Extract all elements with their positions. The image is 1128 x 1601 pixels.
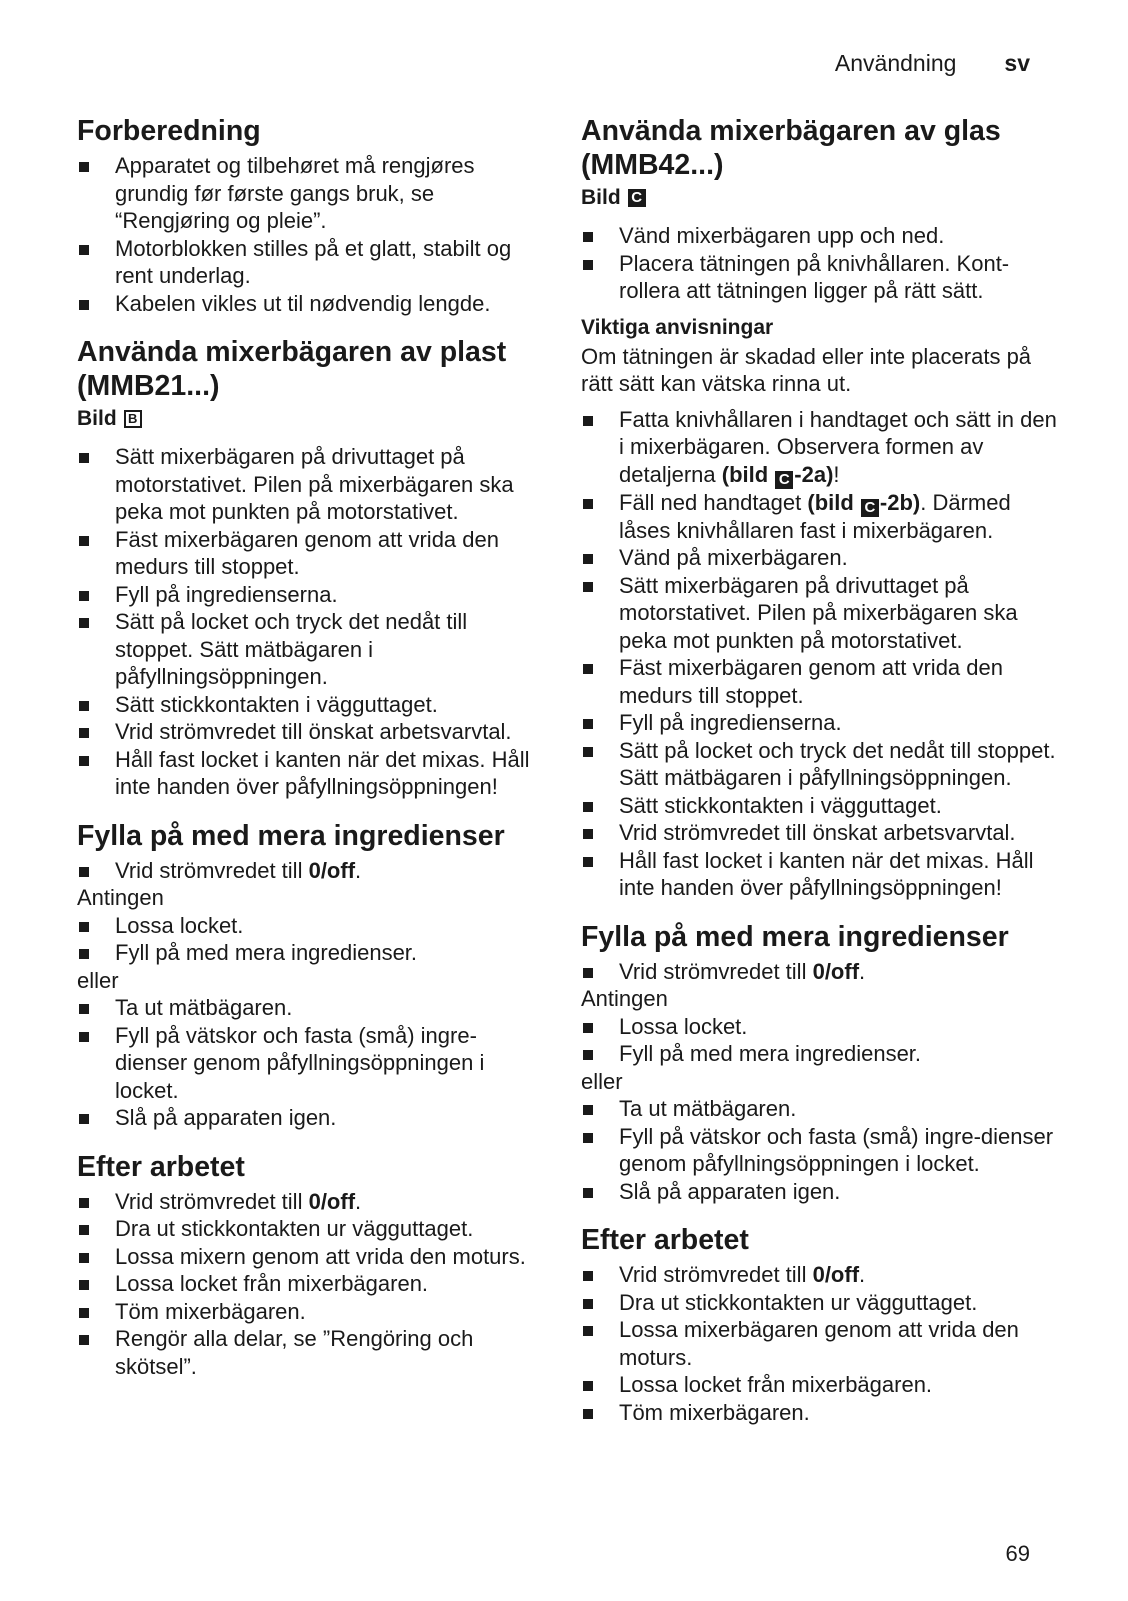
list-item: Slå på apparaten igen. bbox=[77, 1104, 547, 1132]
list-item: Sätt stickkontakten i vägguttaget. bbox=[581, 792, 1061, 820]
item-bold-text: (bild bbox=[721, 461, 775, 487]
list-item bbox=[581, 1261, 1061, 1289]
item-text: . bbox=[859, 1262, 866, 1287]
section-efter bbox=[581, 1223, 1061, 1426]
figure-letter-box: B bbox=[124, 410, 142, 428]
figure-label: Bild bbox=[77, 407, 117, 430]
section-efter bbox=[77, 1150, 547, 1381]
header-section: Användning bbox=[834, 50, 957, 76]
list-item: Vänd mixerbägaren upp och ned. bbox=[581, 222, 1061, 250]
item-bold-text: -2b) bbox=[879, 489, 921, 515]
item-bold bbox=[722, 462, 834, 487]
list-item: Fyll på ingredienserna. bbox=[77, 581, 547, 609]
list-item: Motorblokken stilles på et glatt, stabilt og rent underlag. bbox=[77, 235, 547, 290]
list-item: Sätt mixerbägaren på drivuttaget på motorstativet. Pilen på mixerbägaren ska peka mot punkten på motorstativet. bbox=[77, 443, 547, 526]
list-item: Håll fast locket i kanten när det mixas. Håll inte handen över påfyllningsöppningen! bbox=[77, 746, 547, 801]
list-item: Sätt på locket och tryck det nedåt till stoppet. Sätt mätbägaren i påfyllningsöppningen. bbox=[581, 737, 1061, 792]
item-bold bbox=[807, 490, 920, 515]
bullet-list bbox=[581, 222, 1061, 305]
item-text: Vrid strömvredet till bbox=[115, 857, 309, 883]
item-text: . bbox=[355, 1188, 362, 1214]
item-text: . bbox=[859, 958, 866, 984]
list-item bbox=[581, 958, 1061, 986]
list-item: Sätt mixerbägaren på drivuttaget på motorstativet. Pilen på mixerbägaren ska peka mot punkten på motorstativet. bbox=[581, 572, 1061, 655]
list-item: Ta ut mätbägaren. bbox=[581, 1095, 1061, 1123]
list-item: Vänd på mixerbägaren. bbox=[581, 544, 1061, 572]
list-item: Lossa mixern genom att vrida den moturs. bbox=[77, 1243, 547, 1271]
list-item: Fyll på med mera ingredienser. bbox=[581, 1040, 1061, 1068]
list-item: Fyll på vätskor och fasta (små) ingre-dienser genom påfyllningsöppningen i locket. bbox=[581, 1123, 1061, 1178]
section-forberedning bbox=[77, 114, 547, 317]
figure-reference bbox=[77, 407, 547, 431]
list-item: Sätt på locket och tryck det nedåt till stoppet. Sätt mätbägaren i påfyllningsöppningen. bbox=[77, 608, 547, 691]
list-item: Dra ut stickkontakten ur vägguttaget. bbox=[77, 1215, 547, 1243]
list-item: Fäst mixerbägaren genom att vrida den medurs till stoppet. bbox=[581, 654, 1061, 709]
left-column bbox=[77, 114, 547, 1390]
bullet-list bbox=[77, 912, 547, 967]
item-bold: 0/off bbox=[308, 1188, 356, 1214]
list-item: Töm mixerbägaren. bbox=[77, 1298, 547, 1326]
list-item: Vrid strömvredet till önskat arbetsvarvtal. bbox=[77, 718, 547, 746]
list-item: Fyll på vätskor och fasta (små) ingre-dienser genom påfyllningsöppningen i locket. bbox=[77, 1022, 547, 1105]
section-title: Efter arbetet bbox=[581, 1224, 749, 1256]
bullet-list bbox=[77, 857, 547, 885]
antingen-label: Antingen bbox=[77, 885, 164, 910]
bullet-list bbox=[77, 443, 547, 801]
list-item: Sätt stickkontakten i vägguttaget. bbox=[77, 691, 547, 719]
item-text: Vrid strömvredet till bbox=[619, 1262, 813, 1287]
list-item: Vrid strömvredet till önskat arbetsvarvtal. bbox=[581, 819, 1061, 847]
list-item: Lossa mixerbägaren genom att vrida den moturs. bbox=[581, 1316, 1061, 1371]
figure-letter-box: C bbox=[861, 499, 879, 517]
header-language: sv bbox=[1004, 50, 1030, 76]
item-bold-text: (bild bbox=[807, 489, 860, 515]
section-title: Efter arbetet bbox=[77, 1150, 245, 1183]
list-item: Håll fast locket i kanten när det mixas. Håll inte handen över påfyllningsöppningen! bbox=[581, 847, 1061, 902]
list-item: Placera tätningen på knivhållaren. Kont-rollera att tätningen ligger på rätt sätt. bbox=[581, 250, 1061, 305]
list-item: Fäst mixerbägaren genom att vrida den medurs till stoppet. bbox=[77, 526, 547, 581]
section-title: Använda mixerbägaren av glas (MMB42...) bbox=[581, 115, 1001, 181]
section-title: Fylla på med mera ingredienser bbox=[581, 920, 1009, 953]
section-plast bbox=[77, 335, 547, 801]
figure-letter-box: C bbox=[628, 189, 646, 207]
list-item bbox=[77, 1188, 547, 1216]
item-bold: 0/off bbox=[308, 857, 356, 883]
list-item bbox=[581, 489, 1061, 545]
list-item: Slå på apparaten igen. bbox=[581, 1178, 1061, 1206]
section-title: Använda mixerbägaren av plast (MMB21...) bbox=[77, 336, 507, 402]
antingen-label: Antingen bbox=[581, 986, 668, 1011]
list-item: Apparatet og tilbehøret må rengjøres grundig før første gangs bruk, se “Rengjøring og pleie”. bbox=[77, 152, 547, 235]
figure-reference bbox=[581, 186, 1061, 210]
item-text: ! bbox=[833, 461, 840, 487]
list-item bbox=[77, 857, 547, 885]
list-item: Lossa locket. bbox=[77, 912, 547, 940]
list-item: Fyll på ingredienserna. bbox=[581, 709, 1061, 737]
list-item: Töm mixerbägaren. bbox=[581, 1399, 1061, 1427]
list-item: Dra ut stickkontakten ur vägguttaget. bbox=[581, 1289, 1061, 1317]
list-item: Ta ut mätbägaren. bbox=[77, 994, 547, 1022]
item-text: Vrid strömvredet till bbox=[619, 958, 813, 984]
item-bold: 0/off bbox=[812, 1262, 860, 1287]
bullet-list bbox=[581, 1013, 1061, 1068]
note-title: Viktiga anvisningar bbox=[581, 315, 774, 339]
section-fylla bbox=[77, 819, 547, 1132]
list-item: Lossa locket. bbox=[581, 1013, 1061, 1041]
section-glas bbox=[581, 114, 1061, 902]
list-item: Lossa locket från mixerbägaren. bbox=[581, 1371, 1061, 1399]
item-text: . bbox=[355, 857, 362, 883]
item-text: Fäll ned handtaget bbox=[619, 489, 808, 515]
right-column bbox=[581, 114, 1061, 1436]
eller-label: eller bbox=[77, 967, 119, 993]
page-number: 69 bbox=[1005, 1541, 1030, 1566]
eller-label: eller bbox=[581, 1068, 623, 1094]
bullet-list bbox=[581, 1095, 1061, 1205]
list-item: Lossa locket från mixerbägaren. bbox=[77, 1270, 547, 1298]
bullet-list bbox=[77, 1188, 547, 1381]
list-item: Kabelen vikles ut til nødvendig lengde. bbox=[77, 290, 547, 318]
section-title: Forberedning bbox=[77, 115, 261, 147]
bullet-list bbox=[77, 152, 547, 317]
item-bold: 0/off bbox=[812, 958, 860, 984]
bullet-list bbox=[581, 1261, 1061, 1426]
section-fylla bbox=[581, 920, 1061, 1206]
list-item: Fyll på med mera ingredienser. bbox=[77, 939, 547, 967]
item-text: . Därmed låses knivhållaren fast i mixerbägaren. bbox=[619, 489, 1011, 543]
list-item bbox=[581, 406, 1061, 489]
page-header bbox=[835, 50, 1030, 77]
figure-label: Bild bbox=[581, 186, 621, 209]
item-text: Fatta knivhållaren i handtaget och sätt in den i mixerbägaren. Observera formen av detaljerna bbox=[619, 406, 1057, 487]
item-bold-text: -2a) bbox=[794, 461, 834, 487]
bullet-list bbox=[77, 994, 547, 1132]
bullet-list bbox=[581, 958, 1061, 986]
item-text: Vrid strömvredet till bbox=[115, 1188, 309, 1214]
note-text: Om tätningen är skadad eller inte placerats på rätt sätt kan vätska rinna ut. bbox=[581, 343, 1032, 396]
section-title: Fylla på med mera ingredienser bbox=[77, 819, 505, 852]
bullet-list bbox=[581, 406, 1061, 902]
figure-letter-box: C bbox=[775, 471, 793, 489]
list-item: Rengör alla delar, se ”Rengöring och skötsel”. bbox=[77, 1325, 547, 1380]
